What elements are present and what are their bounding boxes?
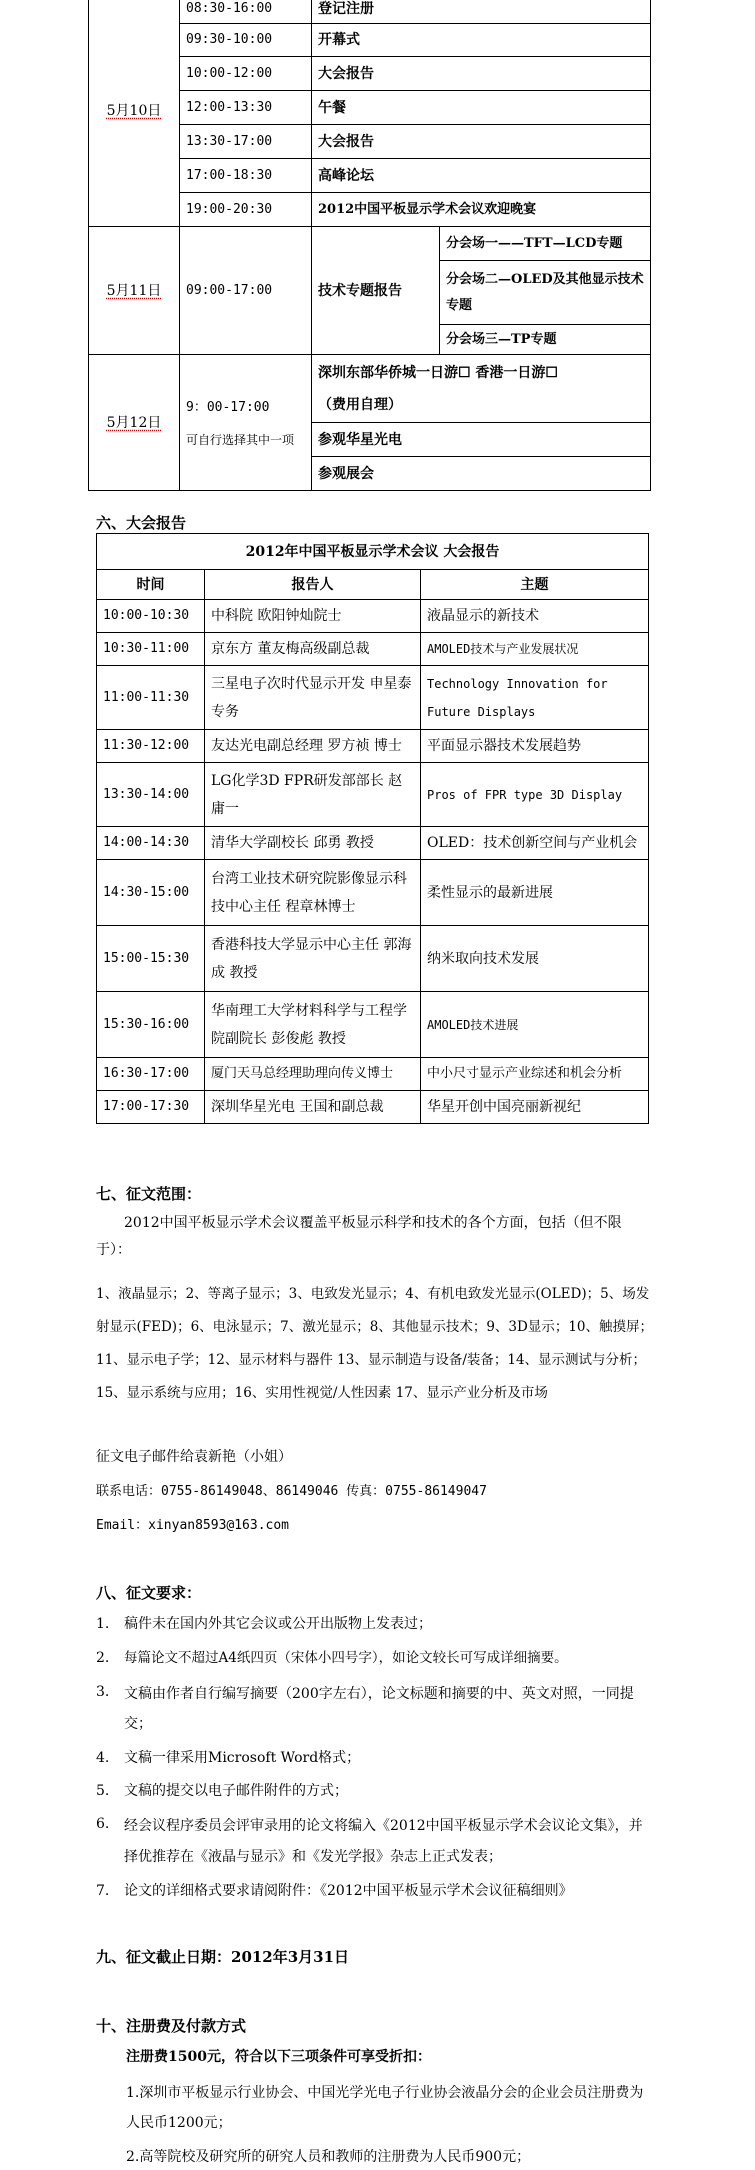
contact-phone: 联系电话：0755-86149048、86149046 传真：0755-86149047 bbox=[96, 1484, 487, 1499]
date-cell: 5月10日 bbox=[89, 0, 180, 227]
keynote-table bbox=[96, 533, 649, 1124]
date-cell: 5月11日 bbox=[89, 227, 180, 355]
time-cell: 13:30-17:00 bbox=[180, 125, 312, 159]
requirement-list bbox=[96, 1611, 656, 1911]
event-cell: 参观华星光电 bbox=[312, 423, 651, 457]
event-cell: 开幕式 bbox=[312, 24, 651, 57]
discount-item: 2.高等院校及研究所的研究人员和教师的注册费为人民币900元； bbox=[126, 2149, 531, 2165]
time-cell: 12:00-13:30 bbox=[180, 91, 312, 125]
time-cell: 09:30-10:00 bbox=[180, 24, 312, 57]
table-row: 17:00-17:30 深圳华星光电 王国和副总裁 华星开创中国亮丽新视纪 bbox=[97, 1091, 649, 1124]
section-10-heading: 十、注册费及付款方式 bbox=[96, 2017, 247, 2035]
time-cell: 19:00-20:30 bbox=[180, 193, 312, 227]
scope-topics: 1、液晶显示；2、等离子显示；3、电致发光显示；4、有机电致发光显示(OLED)；5、场发射显示(FED)；6、电泳显示；7、激光显示；8、其他显示技术；9、3D显示；10、触摸屏；11、显示电子学；12、显示材料与器件 13、显示制造与设备/装备；14、显示测试与分析；15、显示系统与应用；16、实用性视觉/人性因素 17、显示产业分析及市场 bbox=[96, 1286, 654, 1401]
header-time: 时间 bbox=[97, 570, 205, 600]
table-row: 14:30-15:00 台湾工业技术研究院影像显示科技中心主任 程章林博士 柔性显示的最新进展 bbox=[97, 860, 649, 926]
list-item: 1. 稿件未在国内外其它会议或公开出版物上发表过； bbox=[96, 1616, 432, 1632]
list-item: 4. 文稿一律采用Microsoft Word格式； bbox=[96, 1750, 361, 1766]
section-8-heading: 八、征文要求： bbox=[96, 1584, 202, 1602]
tour-cell: 深圳东部华侨城一日游☐ 香港一日游☐ （费用自理） bbox=[312, 355, 651, 423]
header-topic: 主题 bbox=[421, 570, 649, 600]
table-title: 2012年中国平板显示学术会议 大会报告 bbox=[97, 534, 649, 570]
table-row: 10:00-10:30 中科院 欧阳钟灿院士 液晶显示的新技术 bbox=[97, 600, 649, 633]
sub-session: 分会场一——TFT—LCD专题 bbox=[440, 227, 651, 261]
event-cell: 参观展会 bbox=[312, 457, 651, 491]
section-7-heading: 七、征文范围： bbox=[96, 1185, 202, 1203]
event-cell: 技术专题报告 bbox=[312, 227, 440, 355]
header-speaker: 报告人 bbox=[205, 570, 421, 600]
section-9-heading: 九、征文截止日期：2012年3月31日 bbox=[96, 1948, 350, 1966]
list-item: 6. 经会议程序委员会评审录用的论文将编入《2012中国平板显示学术会议论文集》，并择优推荐在《液晶与显示》和《发光学报》杂志上正式发表； bbox=[96, 1816, 643, 1865]
list-item: 5. 文稿的提交以电子邮件附件的方式； bbox=[96, 1783, 348, 1799]
event-cell: 大会报告 bbox=[312, 57, 651, 91]
list-item: 3. 文稿由作者自行编写摘要（200字左右），论文标题和摘要的中、英文对照，一同提交； bbox=[96, 1684, 634, 1732]
event-cell: 2012中国平板显示学术会议欢迎晚宴 bbox=[312, 193, 651, 227]
time-cell: 10:00-12:00 bbox=[180, 57, 312, 91]
discount-item: 1.深圳市平板显示行业协会、中国光学光电子行业协会液晶分会的企业会员注册费为人民币1200元； bbox=[126, 2085, 644, 2131]
scope-intro: 2012中国平板显示学术会议覆盖平板显示科学和技术的各个方面，包括（但不限于）： bbox=[96, 1215, 622, 1258]
time-cell: 9：00-17:00 可自行选择其中一项 bbox=[180, 355, 312, 491]
table-row: 11:00-11:30 三星电子次时代显示开发 申星泰 专务 Technology Innovation for Future Displays bbox=[97, 666, 649, 730]
contact-email[interactable]: Email：xinyan8593@163.com bbox=[96, 1518, 290, 1533]
registration-fee: 注册费1500元，符合以下三项条件可享受折扣： bbox=[126, 2049, 431, 2065]
section-6-heading: 六、大会报告 bbox=[96, 514, 187, 532]
time-cell: 17:00-18:30 bbox=[180, 159, 312, 193]
event-cell: 高峰论坛 bbox=[312, 159, 651, 193]
table-row: 11:30-12:00 友达光电副总经理 罗方祯 博士 平面显示器技术发展趋势 bbox=[97, 730, 649, 763]
table-row: 15:30-16:00 华南理工大学材料科学与工程学院副院长 彭俊彪 教授 AMOLED技术进展 bbox=[97, 992, 649, 1058]
sub-session: 分会场二—OLED及其他显示技术专题 bbox=[440, 261, 651, 325]
sub-session: 分会场三—TP专题 bbox=[440, 325, 651, 355]
list-item: 7. 论文的详细格式要求请阅附件：《2012中国平板显示学术会议征稿细则》 bbox=[96, 1883, 573, 1899]
table-row: 14:00-14:30 清华大学副校长 邱勇 教授 OLED：技术创新空间与产业机会 bbox=[97, 827, 649, 860]
event-cell: 午餐 bbox=[312, 91, 651, 125]
list-item: 2. 每篇论文不超过A4纸四页（宋体小四号字），如论文较长可写成详细摘要。 bbox=[96, 1650, 568, 1666]
table-row: 10:30-11:00 京东方 董友梅高级副总裁 AMOLED技术与产业发展状况 bbox=[97, 633, 649, 666]
date-cell: 5月12日 bbox=[89, 355, 180, 491]
table-row: 13:30-14:00 LG化学3D FPR研发部部长 赵庸一 Pros of FPR type 3D Display bbox=[97, 763, 649, 827]
event-cell: 大会报告 bbox=[312, 125, 651, 159]
time-cell: 08:30-16:00 bbox=[180, 0, 312, 24]
schedule-table bbox=[88, 0, 651, 491]
event-cell: 登记注册 bbox=[312, 0, 651, 24]
time-cell: 09:00-17:00 bbox=[180, 227, 312, 355]
note: 可自行选择其中一项 bbox=[186, 432, 295, 447]
contact-name: 征文电子邮件给袁新艳（小姐） bbox=[96, 1449, 292, 1465]
table-row: 16:30-17:00 厦门天马总经理助理向传义博士 中小尺寸显示产业综述和机会分析 bbox=[97, 1058, 649, 1091]
table-row: 15:00-15:30 香港科技大学显示中心主任 郭海成 教授 纳米取向技术发展 bbox=[97, 926, 649, 992]
